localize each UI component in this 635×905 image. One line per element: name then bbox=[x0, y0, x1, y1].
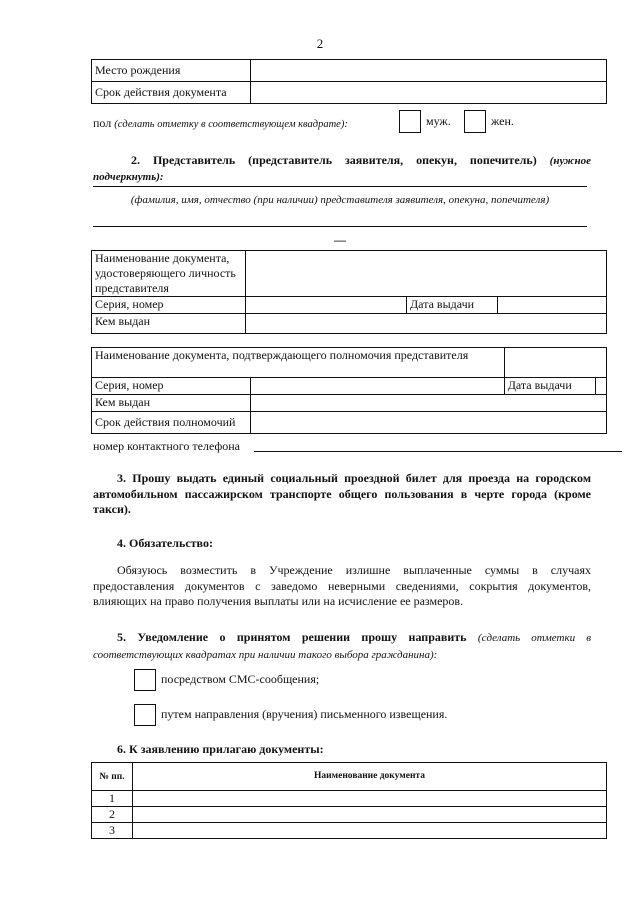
sms-option-label: посредством СМС-сообщения; bbox=[161, 672, 320, 686]
attachment-row-number: 1 bbox=[92, 791, 133, 807]
birthplace-label: Место рождения bbox=[92, 60, 251, 82]
gender-label: пол bbox=[93, 116, 112, 130]
id-series-label: Серия, номер bbox=[92, 297, 246, 314]
section6-title: 6. К заявлению прилагаю документы: bbox=[117, 742, 324, 756]
authority-series-field[interactable] bbox=[251, 378, 505, 395]
authority-doc-table bbox=[91, 347, 607, 434]
page-number: 2 bbox=[316, 36, 324, 51]
letter-checkbox[interactable] bbox=[134, 704, 156, 726]
authority-doc-name-label: Наименование документа, подтверждающего полномочия представителя bbox=[92, 348, 505, 378]
letter-option-label: путем направления (вручения) письменного извещения. bbox=[161, 707, 448, 721]
doc-validity-field[interactable] bbox=[251, 82, 607, 104]
attachment-row-number: 3 bbox=[92, 823, 133, 839]
section3-text: 3. Прошу выдать единый социальный проездной билет для проезда на городском автомобильном пассажирском транспорте общего пользования в черте города (кроме такси). bbox=[93, 471, 591, 516]
section2-heading bbox=[93, 153, 591, 185]
section5-heading bbox=[93, 630, 591, 663]
id-series-field[interactable] bbox=[246, 297, 407, 314]
authority-issue-date-field[interactable] bbox=[595, 378, 606, 395]
authority-validity-label: Срок действия полномочий bbox=[92, 412, 251, 434]
section5-hint: (сделать отметки в соответствующих квадратах при наличии такого выбора гражданина): bbox=[93, 632, 591, 661]
id-issued-by-label: Кем выдан bbox=[92, 314, 246, 334]
doc-validity-label: Срок действия документа bbox=[92, 82, 251, 104]
sms-checkbox[interactable] bbox=[134, 669, 156, 691]
section4-title: 4. Обязательство: bbox=[117, 536, 213, 550]
section4-text: Обязуюсь возместить в Учреждение излишне выплаченные суммы в случаях предоставления документов с заведомо неверными сведениями, сокрытия документов, влияющих на право получения выплаты или на исчисление ее размеров. bbox=[93, 563, 591, 608]
phone-field[interactable] bbox=[254, 451, 622, 452]
col-number-header: № пп. bbox=[92, 763, 133, 791]
id-issue-date-field[interactable] bbox=[498, 297, 607, 314]
representative-name-caption: (фамилия, имя, отчество (при наличии) представителя заявителя, опекуна, попечителя) bbox=[130, 194, 550, 206]
applicant-doc-table bbox=[91, 59, 607, 104]
id-doc-name-label: Наименование документа, удостоверяющего личность представителя bbox=[92, 251, 246, 297]
id-issued-by-field[interactable] bbox=[246, 314, 607, 334]
male-checkbox[interactable] bbox=[399, 110, 421, 133]
birthplace-field[interactable] bbox=[251, 60, 607, 82]
section2-number: 2. bbox=[131, 153, 140, 167]
male-label: муж. bbox=[426, 114, 451, 128]
authority-issued-by-label: Кем выдан bbox=[92, 395, 251, 412]
attachment-row-number: 2 bbox=[92, 807, 133, 823]
gender-row bbox=[93, 113, 613, 135]
phone-label: номер контактного телефона bbox=[93, 439, 240, 453]
representative-id-table bbox=[91, 250, 607, 334]
female-checkbox[interactable] bbox=[464, 110, 486, 133]
authority-doc-name-field[interactable] bbox=[504, 348, 606, 378]
representative-extra-line[interactable] bbox=[93, 226, 587, 227]
section5-title: 5. Уведомление о принятом решении прошу направить bbox=[117, 630, 467, 644]
attachment-row-field[interactable] bbox=[133, 823, 607, 839]
section2-title: Представитель (представитель заявителя, опекун, попечитель) bbox=[152, 153, 537, 167]
id-doc-name-field[interactable] bbox=[246, 251, 607, 297]
section2-hint: (нужное подчеркнуть): bbox=[93, 155, 592, 183]
authority-series-label: Серия, номер bbox=[92, 378, 251, 395]
col-doc-name-header: Наименование документа bbox=[133, 763, 607, 791]
separator-dash: — bbox=[334, 233, 346, 247]
female-label: жен. bbox=[491, 114, 514, 128]
attachments-table bbox=[91, 762, 607, 839]
gender-hint: (сделать отметку в соответствующем квадрате): bbox=[114, 119, 348, 130]
attachment-row-field[interactable] bbox=[133, 807, 607, 823]
authority-issue-date-label: Дата выдачи bbox=[504, 378, 595, 395]
representative-name-line[interactable] bbox=[93, 186, 587, 187]
authority-issued-by-field[interactable] bbox=[251, 395, 607, 412]
id-issue-date-label: Дата выдачи bbox=[407, 297, 498, 314]
authority-validity-field[interactable] bbox=[251, 412, 607, 434]
attachment-row-field[interactable] bbox=[133, 791, 607, 807]
